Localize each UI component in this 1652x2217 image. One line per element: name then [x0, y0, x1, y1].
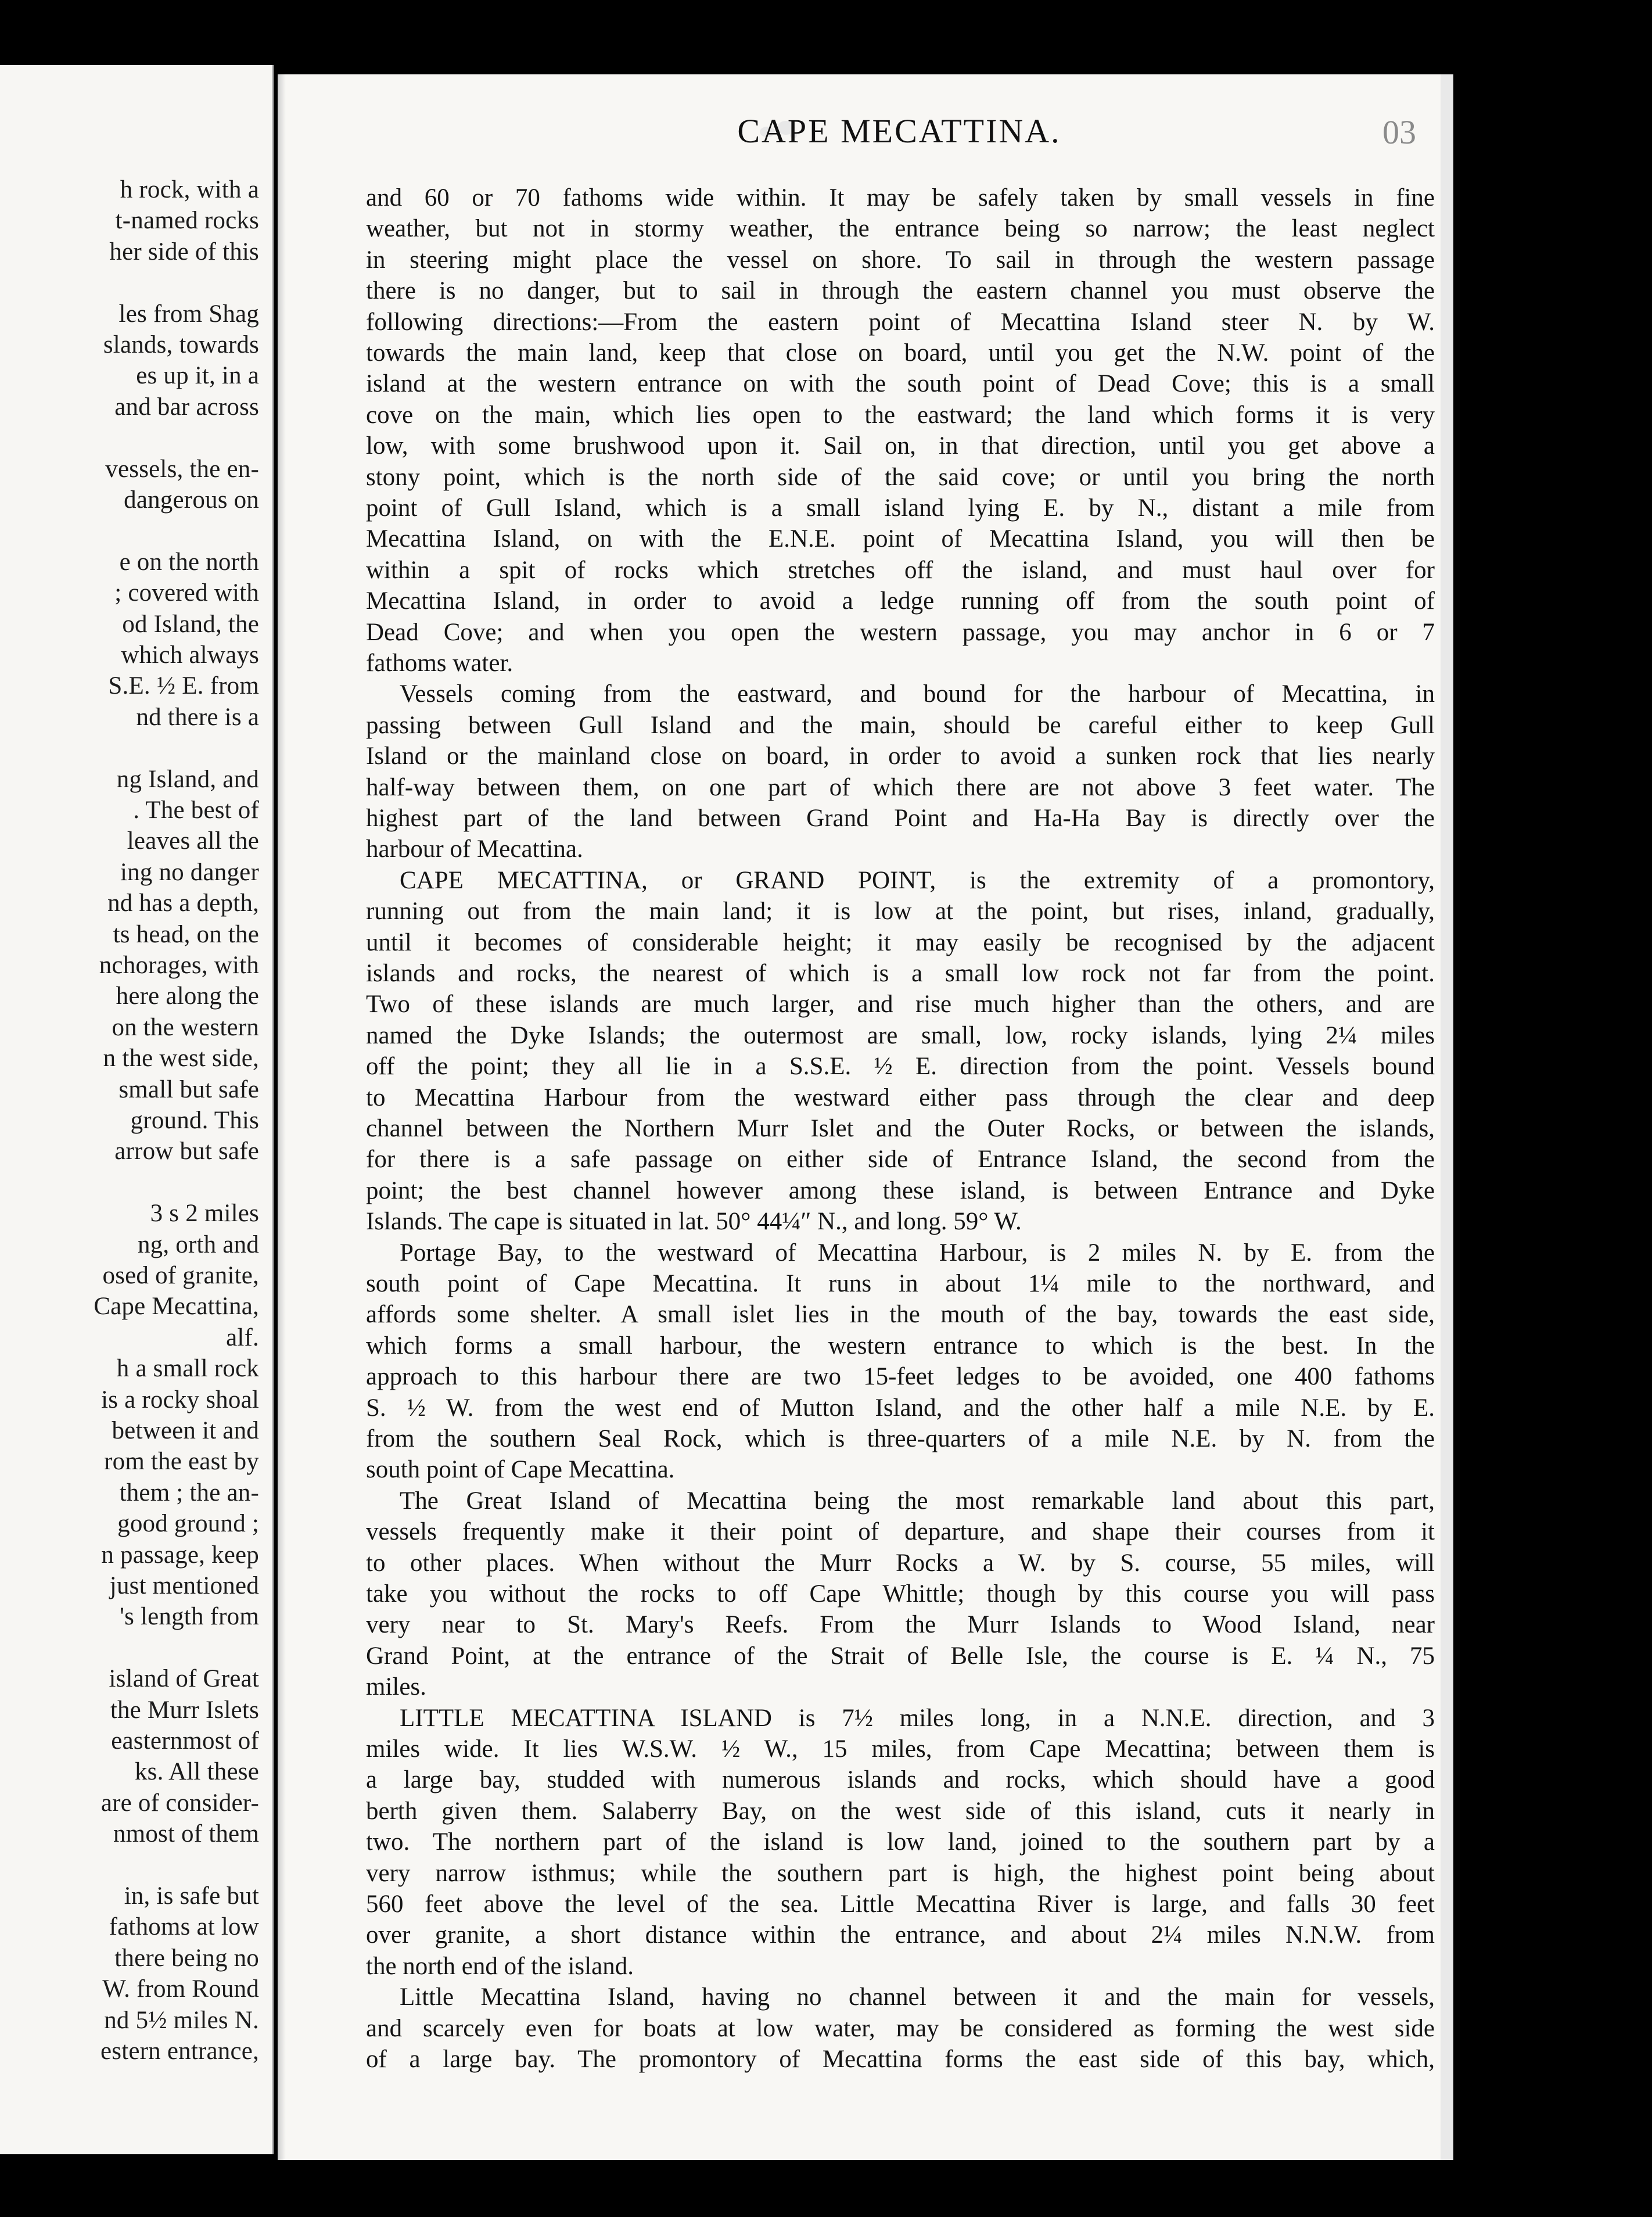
- left-text-line: island of Great: [109, 1665, 259, 1693]
- left-text-line: leaves all the: [127, 827, 259, 855]
- text-line: approach to this harbour there are two 15-feet ledges to be avoided, one 400 fathoms: [366, 1363, 1435, 1391]
- left-text-line: fathoms at low: [109, 1913, 259, 1941]
- text-line: named the Dyke Islands; the outermost are small, low, rocky islands, lying 2¼ miles: [366, 1021, 1435, 1049]
- left-text-line: easternmost of: [111, 1727, 259, 1755]
- left-text-line: which always: [121, 641, 259, 669]
- text-line: there is no danger, but to sail in through the eastern channel you must observe the: [366, 277, 1435, 305]
- text-line: very near to St. Mary's Reefs. From the Murr Islands to Wood Island, near: [366, 1611, 1435, 1639]
- left-text-line: e on the north: [119, 548, 259, 576]
- text-line: which forms a small harbour, the western entrance to which is the best. In the: [366, 1332, 1435, 1359]
- text-line: towards the main land, keep that close on board, until you get the N.W. point of the: [366, 339, 1435, 367]
- left-text-line: h a small rock: [116, 1355, 259, 1383]
- left-text-line: n the west side,: [103, 1045, 259, 1072]
- text-line: vessels frequently make it their point of departure, and shape their courses from it: [366, 1518, 1435, 1546]
- left-text-line: are of consider-: [100, 1789, 259, 1817]
- text-line: very narrow isthmus; while the southern part is high, the highest point being about: [366, 1859, 1435, 1887]
- text-line: 560 feet above the level of the sea. Little Mecattina River is large, and falls 30 feet: [366, 1890, 1435, 1918]
- text-line: the north end of the island.: [366, 1952, 634, 1980]
- text-line: highest part of the land between Grand Point and Ha-Ha Bay is directly over the: [366, 805, 1435, 832]
- left-text-line: small but safe: [118, 1075, 259, 1103]
- text-line: running out from the main land; it is low at the point, but rises, inland, gradually,: [366, 898, 1435, 925]
- text-line: miles wide. It lies W.S.W. ½ W., 15 miles, from Cape Mecattina; between them is: [366, 1735, 1435, 1763]
- text-line: stony point, which is the north side of the said cove; or until you bring the north: [366, 463, 1435, 491]
- left-text-line: on the western: [112, 1013, 259, 1041]
- text-line: Little Mecattina Island, having no channel between it and the main for vessels,: [400, 1983, 1435, 2011]
- left-text-line: in, is safe but: [124, 1882, 259, 1910]
- text-line: Grand Point, at the entrance of the Strait of Belle Isle, the course is E. ¼ N., 75: [366, 1642, 1435, 1670]
- right-page: [278, 74, 1441, 2160]
- left-text-line: nchorages, with: [99, 952, 259, 979]
- left-text-line: there being no: [114, 1944, 259, 1972]
- text-line: Dead Cove; and when you open the western passage, you may anchor in 6 or 7: [366, 618, 1435, 646]
- left-text-line: ; covered with: [114, 579, 259, 607]
- text-line: and scarcely even for boats at low water, may be considered as forming the west side: [366, 2014, 1435, 2042]
- text-line: weather, but not in stormy weather, the entrance being so narrow; the least neglect: [366, 215, 1435, 243]
- left-text-line: her side of this: [109, 238, 259, 266]
- text-line: affords some shelter. A small islet lies in the mouth of the bay, towards the east side,: [366, 1301, 1435, 1329]
- text-line: passing between Gull Island and the main, should be careful either to keep Gull: [366, 711, 1435, 739]
- text-line: fathoms water.: [366, 650, 513, 677]
- text-line: of a large bay. The promontory of Mecattina forms the east side of this bay, which,: [366, 2046, 1435, 2073]
- left-text-line: nd there is a: [136, 703, 259, 731]
- left-text-line: ks. All these: [134, 1758, 259, 1786]
- text-line: CAPE MECATTINA, or GRAND POINT, is the extremity of a promontory,: [400, 866, 1435, 894]
- running-head: CAPE MECATTINA.: [737, 112, 1061, 150]
- text-line: channel between the Northern Murr Islet and the Outer Rocks, or between the islands,: [366, 1115, 1435, 1142]
- left-text-line: ng Island, and: [116, 765, 259, 793]
- text-line: Vessels coming from the eastward, and bound for the harbour of Mecattina, in: [400, 680, 1435, 708]
- text-line: to Mecattina Harbour from the westward either pass through the clear and deep: [366, 1084, 1435, 1111]
- text-line: berth given them. Salaberry Bay, on the west side of this island, cuts it nearly in: [366, 1797, 1435, 1825]
- left-text-line: od Island, the: [122, 610, 259, 638]
- left-text-line: ground. This: [130, 1107, 259, 1134]
- left-text-line: les from Shag: [118, 300, 259, 328]
- text-line: over granite, a short distance within the entrance, and about 2¼ miles N.N.W. from: [366, 1921, 1435, 1949]
- left-text-line: good ground ;: [117, 1510, 259, 1538]
- left-text-line: and bar across: [114, 393, 259, 421]
- left-text-line: just mentioned: [109, 1572, 259, 1599]
- text-line: LITTLE MECATTINA ISLAND is 7½ miles long, in a N.N.E. direction, and 3: [400, 1704, 1435, 1732]
- left-text-line: Cape Mecattina,: [94, 1293, 259, 1321]
- left-text-line: them ; the an-: [119, 1479, 259, 1506]
- text-line: Portage Bay, to the westward of Mecattina Harbour, is 2 miles N. by E. from the: [400, 1239, 1435, 1267]
- text-line: for there is a safe passage on either side of Entrance Island, the second from the: [366, 1146, 1435, 1174]
- text-line: miles.: [366, 1673, 426, 1701]
- text-line: to other places. When without the Murr Rocks a W. by S. course, 55 miles, will: [366, 1549, 1435, 1577]
- text-line: from the southern Seal Rock, which is three-quarters of a mile N.E. by N. from the: [366, 1425, 1435, 1452]
- left-text-line: arrow but safe: [114, 1138, 259, 1165]
- text-line: S. ½ W. from the west end of Mutton Island, and the other half a mile N.E. by E.: [366, 1394, 1435, 1422]
- left-text-line: . The best of: [133, 797, 259, 824]
- text-line: until it becomes of considerable height; it may easily be recognised by the adjacent: [366, 928, 1435, 956]
- text-line: Mecattina Island, on with the E.N.E. point of Mecattina Island, you will then be: [366, 525, 1435, 553]
- text-line: a large bay, studded with numerous islands and rocks, which should have a good: [366, 1766, 1435, 1794]
- text-line: low, with some brushwood upon it. Sail on, in that direction, until you get above a: [366, 432, 1435, 460]
- left-text-line: es up it, in a: [136, 362, 259, 390]
- left-text-line: alf.: [226, 1323, 259, 1351]
- text-line: point of Gull Island, which is a small island lying E. by N., distant a mile from: [366, 494, 1435, 522]
- text-line: islands and rocks, the nearest of which is a small low rock not far from the point.: [366, 960, 1435, 987]
- left-text-line: between it and: [112, 1417, 259, 1444]
- left-text-line: vessels, the en-: [105, 455, 259, 483]
- left-text-line: nmost of them: [113, 1820, 259, 1848]
- left-text-line: ts head, on the: [113, 920, 259, 948]
- text-line: within a spit of rocks which stretches off the island, and must haul over for: [366, 556, 1435, 584]
- text-line: off the point; they all lie in a S.S.E. ½ E. direction from the point. Vessels bound: [366, 1053, 1435, 1081]
- left-text-line: ng, orth and: [137, 1231, 259, 1258]
- page-fold-shadow: [278, 74, 286, 2160]
- text-line: Islands. The cape is situated in lat. 50° 44¼″ N., and long. 59° W.: [366, 1208, 1022, 1236]
- left-page: [0, 65, 274, 2154]
- text-line: half-way between them, on one part of which there are not above 3 feet water. The: [366, 773, 1435, 801]
- text-line: in steering might place the vessel on shore. To sail in through the western passage: [366, 246, 1435, 274]
- left-text-line: 's length from: [120, 1603, 259, 1631]
- text-line: Mecattina Island, in order to avoid a ledge running off from the south point of: [366, 587, 1435, 615]
- left-text-line: estern entrance,: [100, 2037, 259, 2065]
- left-text-line: rom the east by: [104, 1448, 259, 1476]
- text-line: The Great Island of Mecattina being the most remarkable land about this part,: [400, 1487, 1435, 1515]
- text-line: point; the best channel however among these island, is between Entrance and Dyke: [366, 1176, 1435, 1204]
- text-line: following directions:—From the eastern point of Mecattina Island steer N. by W.: [366, 308, 1435, 336]
- left-text-line: is a rocky shoal: [101, 1386, 259, 1414]
- left-text-line: nd 5½ miles N.: [104, 2006, 259, 2034]
- left-text-line: t-named rocks: [115, 207, 259, 235]
- left-text-line: n passage, keep: [101, 1541, 259, 1569]
- text-line: Island or the mainland close on board, in order to avoid a sunken rock that lies nearly: [366, 742, 1435, 770]
- text-line: island at the western entrance on with the south point of Dead Cove; this is a small: [366, 370, 1435, 398]
- left-text-line: h rock, with a: [120, 176, 259, 203]
- text-line: take you without the rocks to off Cape Whittle; though by this course you will pass: [366, 1580, 1435, 1608]
- left-text-line: 3 s 2 miles: [150, 1200, 259, 1228]
- left-text-line: slands, towards: [103, 331, 259, 358]
- left-text-line: osed of granite,: [102, 1262, 259, 1289]
- text-line: and 60 or 70 fathoms wide within. It may be safely taken by small vessels in fine: [366, 184, 1435, 211]
- left-text-line: nd has a depth,: [107, 889, 259, 917]
- page-number: 03: [1382, 113, 1416, 151]
- text-line: cove on the main, which lies open to the eastward; the land which forms it is very: [366, 401, 1435, 429]
- left-text-line: W. from Round: [102, 1975, 259, 2003]
- text-line: south point of Cape Mecattina. It runs in about 1¼ mile to the northward, and: [366, 1270, 1435, 1297]
- left-text-line: ing no danger: [120, 858, 259, 886]
- left-text-line: dangerous on: [124, 486, 259, 514]
- text-line: two. The northern part of the island is low land, joined to the southern part by a: [366, 1828, 1435, 1856]
- left-text-line: the Murr Islets: [110, 1696, 259, 1724]
- text-line: south point of Cape Mecattina.: [366, 1456, 675, 1484]
- text-line: Two of these islands are much larger, and rise much higher than the others, and are: [366, 991, 1435, 1018]
- left-text-line: S.E. ½ E. from: [108, 672, 259, 700]
- left-text-line: here along the: [116, 982, 259, 1010]
- text-line: harbour of Mecattina.: [366, 835, 583, 863]
